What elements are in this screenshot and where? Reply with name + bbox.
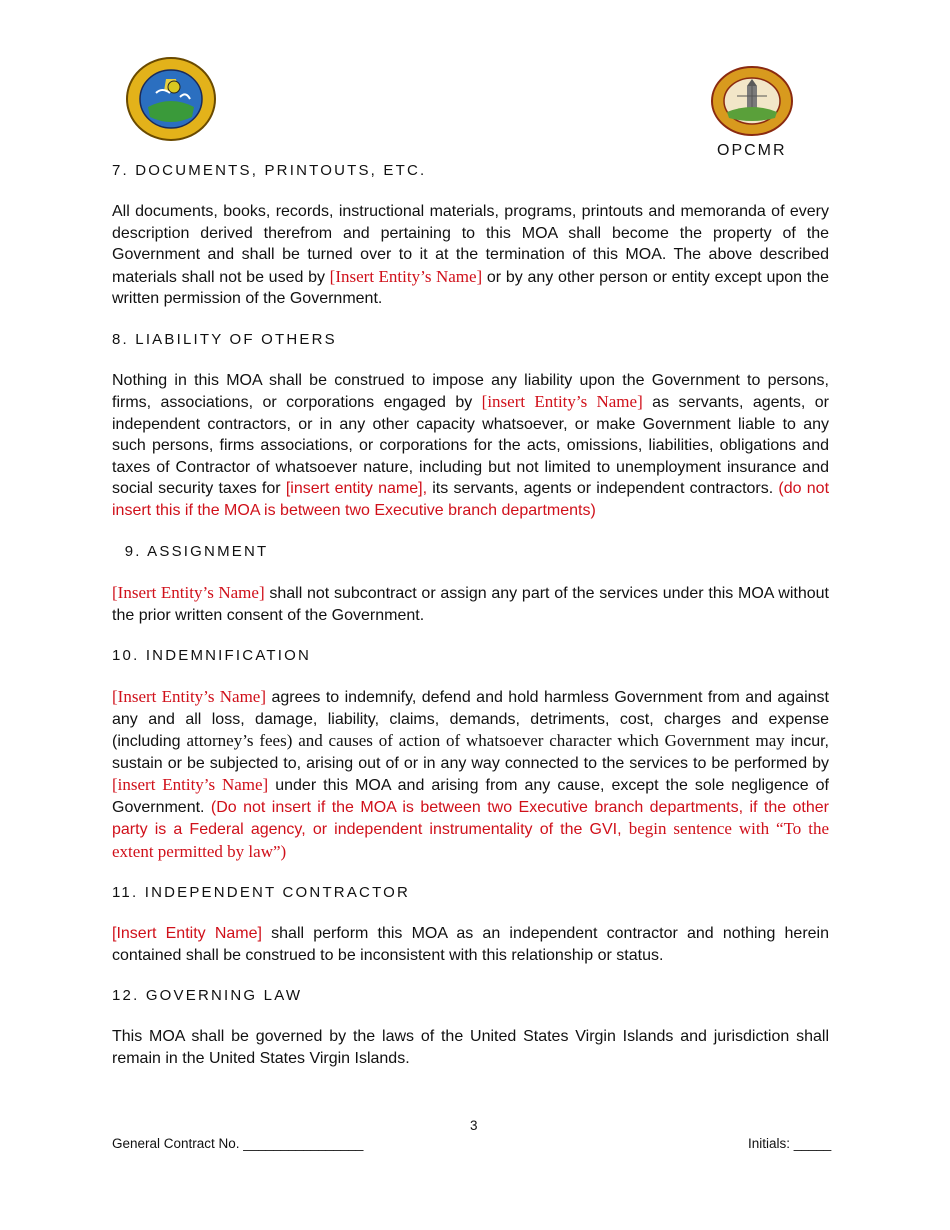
section-liability — [112, 329, 829, 522]
body-text: as servants, agents, or independent contractors, or in any other capacity whatsoever, or make Government liable to any such persons, firms associations, or corporations for the acts, omissions, liabilities, obligations and taxes of Contractor of whatsoever nature, including but not limited to unemployment insurance and social security taxes for — [112, 394, 829, 497]
placeholder-text: [Insert Entity’s Name] — [329, 266, 483, 286]
section-text — [112, 201, 829, 310]
placeholder-text: (do not insert this if the MOA is between two Executive branch departments) — [112, 480, 830, 519]
section-governing-law — [112, 985, 829, 1069]
body-text: agrees to indemnify, defend and hold harmless Government from and against any and all loss, damage, liability, claims, demands, detriments, cost, charges and expense (including — [112, 689, 830, 750]
body-text: under this MOA and arising from any cause, except the sole negligence of Government. — [112, 777, 829, 816]
document-body — [112, 160, 829, 1069]
body-text: Nothing in this MOA shall be construed to impose any liability upon the Government to persons, firms, associations, or corporations engaged by — [112, 371, 829, 411]
section-text — [112, 582, 829, 626]
section-indemnification — [112, 645, 829, 863]
body-text: shall not subcontract or assign any part of the services under this MOA without the prior written consent of the Government. — [112, 585, 830, 624]
placeholder-text: [Insert Entity Name] — [112, 925, 262, 942]
placeholder-text: [insert entity name], — [285, 480, 428, 497]
page-number: 3 — [470, 1118, 478, 1133]
placeholder-text: (Do not insert if the MOA is between two Executive branch departments, if the other party is a Federal agency, or independent instrumentality of the GVI, — [112, 798, 829, 838]
section-heading: 10. INDEMNIFICATION — [112, 647, 312, 664]
body-text: or by any other person or entity except upon the written permission of the Government. — [112, 268, 829, 307]
body-text: This MOA shall be governed by the laws of the United States Virgin Islands and jurisdiction shall remain in the United States Virgin Islands. — [112, 1028, 829, 1067]
placeholder-text: [Insert Entity’s Name] — [112, 583, 265, 602]
initials-field: Initials: _____ — [748, 1136, 832, 1151]
section-assignment — [112, 541, 829, 626]
body-text: incur, sustain or be subjected to, arising out of or in any way connected to the services to be performed by — [112, 733, 829, 772]
usvi-government-seal-icon — [126, 57, 216, 141]
body-text: shall perform this MOA as an independent contractor and nothing herein contained shall be construed to be inconsistent with this relationship or status. — [112, 925, 829, 964]
section-heading: 12. GOVERNING LAW — [112, 987, 303, 1004]
section-heading: 11. INDEPENDENT CONTRACTOR — [112, 884, 411, 901]
placeholder-text: begin sentence with “To the extent permitted by law”) — [112, 819, 829, 861]
body-text: All documents, books, records, instructional materials, programs, printouts and memoranda of every description derived therefrom and pertaining to this MOA shall become the property of the Government and shall be turned over to it at the termination of this MOA. The above described materials shall not be used by — [112, 203, 829, 286]
body-text: attorney’s fees) and causes of action of whatsoever character which Government may — [186, 731, 785, 750]
department-property-procurement-seal-icon — [711, 66, 793, 136]
placeholder-text: [insert Entity’s Name] — [112, 775, 269, 794]
section-text — [112, 1026, 829, 1069]
section-independent-contractor — [112, 882, 829, 966]
placeholder-text: [Insert Entity’s Name] — [112, 687, 267, 706]
section-documents — [112, 160, 829, 310]
org-label: OPCMR — [717, 142, 787, 159]
section-text — [112, 370, 829, 522]
placeholder-text: [insert Entity’s Name] — [481, 392, 643, 411]
section-heading: 9. ASSIGNMENT — [112, 543, 269, 560]
section-text — [112, 686, 829, 863]
body-text: its servants, agents or independent contractors. — [427, 480, 779, 497]
section-heading: 7. DOCUMENTS, PRINTOUTS, ETC. — [112, 162, 427, 179]
section-text — [112, 923, 829, 966]
general-contract-number: General Contract No. ________________ — [112, 1136, 364, 1151]
section-heading: 8. LIABILITY OF OTHERS — [112, 330, 337, 348]
